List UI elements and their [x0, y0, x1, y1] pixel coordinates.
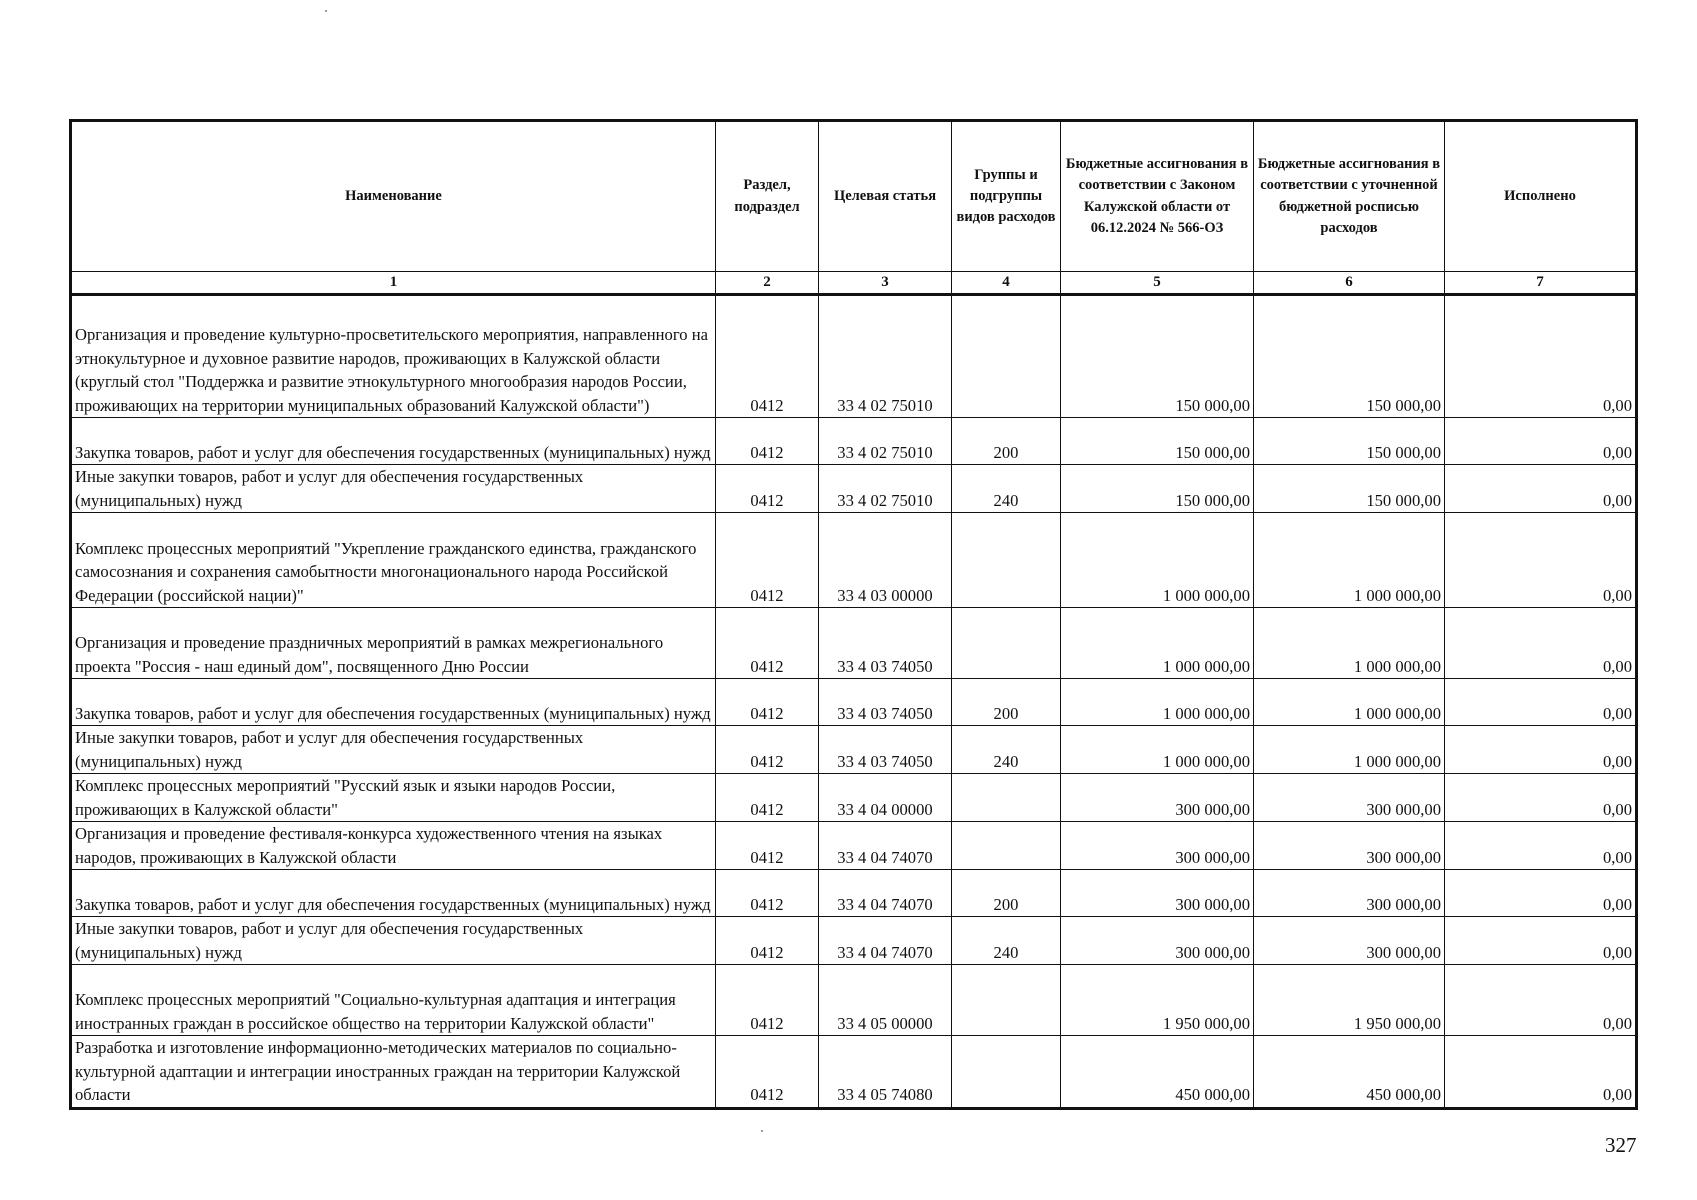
- row-executed-amount: 0,00: [1445, 295, 1637, 418]
- row-executed-amount: 0,00: [1445, 965, 1637, 1036]
- row-expense-group: [952, 774, 1061, 822]
- row-target-article: 33 4 05 00000: [819, 965, 952, 1036]
- table-row: [71, 1036, 1637, 1109]
- row-section: 0412: [716, 418, 819, 465]
- row-executed-amount: 0,00: [1445, 679, 1637, 726]
- row-name: Разработка и изготовление информационно-методических материалов по социально-культурной адаптации и интеграции иностранных граждан на территории Калужской области: [71, 1036, 716, 1109]
- row-updated-amount: 1 950 000,00: [1254, 965, 1445, 1036]
- row-name: Организация и проведение праздничных мероприятий в рамках межрегионального проекта "Россия - наш единый дом", посвященного Дню России: [71, 608, 716, 679]
- header-section: Раздел, подраздел: [716, 121, 819, 272]
- header-updated-allocations: Бюджетные ассигнования в соответствии с уточненной бюджетной росписью расходов: [1254, 121, 1445, 272]
- row-expense-group: [952, 822, 1061, 870]
- row-updated-amount: 450 000,00: [1254, 1036, 1445, 1109]
- row-executed-amount: 0,00: [1445, 822, 1637, 870]
- row-law-amount: 1 000 000,00: [1061, 726, 1254, 774]
- row-name: Организация и проведение культурно-просветительского мероприятия, направленного на этнокультурное и духовное развитие народов, проживающих в Калужской области (круглый стол "Поддержка и развитие этнокультурного многообразия народов России, проживающих на территории муниципальных образований Калужской области"): [71, 295, 716, 418]
- row-section: 0412: [716, 679, 819, 726]
- row-expense-group: 240: [952, 917, 1061, 965]
- row-updated-amount: 300 000,00: [1254, 870, 1445, 917]
- row-name: Комплекс процессных мероприятий "Социально-культурная адаптация и интеграция иностранных граждан в российское общество на территории Калужской области": [71, 965, 716, 1036]
- row-law-amount: 150 000,00: [1061, 418, 1254, 465]
- row-name: Комплекс процессных мероприятий "Укрепление гражданского единства, гражданского самосознания и сохранения самобытности многонационального народа Российской Федерации (российской нации)": [71, 513, 716, 608]
- row-law-amount: 1 000 000,00: [1061, 679, 1254, 726]
- row-updated-amount: 150 000,00: [1254, 418, 1445, 465]
- row-law-amount: 150 000,00: [1061, 295, 1254, 418]
- column-number: 1: [71, 272, 716, 295]
- table-row: [71, 917, 1637, 965]
- row-section: 0412: [716, 870, 819, 917]
- row-law-amount: 150 000,00: [1061, 465, 1254, 513]
- row-law-amount: 1 000 000,00: [1061, 608, 1254, 679]
- scan-speck: [325, 10, 327, 12]
- row-updated-amount: 1 000 000,00: [1254, 726, 1445, 774]
- row-target-article: 33 4 02 75010: [819, 295, 952, 418]
- row-target-article: 33 4 03 74050: [819, 726, 952, 774]
- row-law-amount: 450 000,00: [1061, 1036, 1254, 1109]
- row-updated-amount: 1 000 000,00: [1254, 513, 1445, 608]
- row-executed-amount: 0,00: [1445, 774, 1637, 822]
- row-executed-amount: 0,00: [1445, 1036, 1637, 1109]
- row-expense-group: 200: [952, 418, 1061, 465]
- row-expense-group: 200: [952, 870, 1061, 917]
- row-expense-group: [952, 608, 1061, 679]
- row-updated-amount: 300 000,00: [1254, 774, 1445, 822]
- row-target-article: 33 4 02 75010: [819, 465, 952, 513]
- row-section: 0412: [716, 917, 819, 965]
- header-expense-groups: Группы и подгруппы видов расходов: [952, 121, 1061, 272]
- row-executed-amount: 0,00: [1445, 917, 1637, 965]
- column-number: 6: [1254, 272, 1445, 295]
- table-row: [71, 513, 1637, 608]
- row-section: 0412: [716, 965, 819, 1036]
- row-updated-amount: 150 000,00: [1254, 295, 1445, 418]
- row-updated-amount: 300 000,00: [1254, 917, 1445, 965]
- row-updated-amount: 300 000,00: [1254, 822, 1445, 870]
- row-name: Организация и проведение фестиваля-конкурса художественного чтения на языках народов, проживающих в Калужской области: [71, 822, 716, 870]
- row-expense-group: [952, 295, 1061, 418]
- row-target-article: 33 4 04 74070: [819, 822, 952, 870]
- row-name: Комплекс процессных мероприятий "Русский язык и языки народов России, проживающих в Калужской области": [71, 774, 716, 822]
- row-target-article: 33 4 04 00000: [819, 774, 952, 822]
- column-number: 5: [1061, 272, 1254, 295]
- row-updated-amount: 150 000,00: [1254, 465, 1445, 513]
- table-row: [71, 608, 1637, 679]
- row-section: 0412: [716, 295, 819, 418]
- row-section: 0412: [716, 726, 819, 774]
- row-section: 0412: [716, 513, 819, 608]
- row-target-article: 33 4 02 75010: [819, 418, 952, 465]
- row-target-article: 33 4 03 00000: [819, 513, 952, 608]
- row-target-article: 33 4 03 74050: [819, 608, 952, 679]
- column-number: 3: [819, 272, 952, 295]
- row-section: 0412: [716, 822, 819, 870]
- table-row: [71, 679, 1637, 726]
- table-row: [71, 822, 1637, 870]
- row-section: 0412: [716, 1036, 819, 1109]
- row-law-amount: 300 000,00: [1061, 822, 1254, 870]
- row-law-amount: 1 000 000,00: [1061, 513, 1254, 608]
- row-executed-amount: 0,00: [1445, 513, 1637, 608]
- row-law-amount: 300 000,00: [1061, 774, 1254, 822]
- table-row: [71, 465, 1637, 513]
- column-number-row: [71, 272, 1637, 295]
- header-row: [71, 121, 1637, 272]
- row-name: Закупка товаров, работ и услуг для обеспечения государственных (муниципальных) нужд: [71, 418, 716, 465]
- row-expense-group: 240: [952, 726, 1061, 774]
- table-row: [71, 870, 1637, 917]
- row-target-article: 33 4 04 74070: [819, 917, 952, 965]
- column-number: 7: [1445, 272, 1637, 295]
- row-law-amount: 300 000,00: [1061, 870, 1254, 917]
- header-executed: Исполнено: [1445, 121, 1637, 272]
- row-name: Иные закупки товаров, работ и услуг для обеспечения государственных (муниципальных) нужд: [71, 917, 716, 965]
- header-target-article: Целевая статья: [819, 121, 952, 272]
- column-number: 4: [952, 272, 1061, 295]
- table-row: [71, 726, 1637, 774]
- row-expense-group: 200: [952, 679, 1061, 726]
- row-name: Иные закупки товаров, работ и услуг для обеспечения государственных (муниципальных) нужд: [71, 465, 716, 513]
- row-section: 0412: [716, 465, 819, 513]
- row-law-amount: 300 000,00: [1061, 917, 1254, 965]
- row-executed-amount: 0,00: [1445, 418, 1637, 465]
- row-executed-amount: 0,00: [1445, 870, 1637, 917]
- row-name: Закупка товаров, работ и услуг для обеспечения государственных (муниципальных) нужд: [71, 870, 716, 917]
- header-name: Наименование: [71, 121, 716, 272]
- row-target-article: 33 4 05 74080: [819, 1036, 952, 1109]
- row-executed-amount: 0,00: [1445, 465, 1637, 513]
- table-row: [71, 965, 1637, 1036]
- row-law-amount: 1 950 000,00: [1061, 965, 1254, 1036]
- row-expense-group: 240: [952, 465, 1061, 513]
- row-expense-group: [952, 965, 1061, 1036]
- row-target-article: 33 4 03 74050: [819, 679, 952, 726]
- budget-table: [69, 119, 1638, 1110]
- row-expense-group: [952, 1036, 1061, 1109]
- row-name: Иные закупки товаров, работ и услуг для обеспечения государственных (муниципальных) нужд: [71, 726, 716, 774]
- row-section: 0412: [716, 608, 819, 679]
- row-updated-amount: 1 000 000,00: [1254, 608, 1445, 679]
- row-expense-group: [952, 513, 1061, 608]
- table-row: [71, 418, 1637, 465]
- row-updated-amount: 1 000 000,00: [1254, 679, 1445, 726]
- page-number: 327: [1605, 1133, 1637, 1157]
- row-target-article: 33 4 04 74070: [819, 870, 952, 917]
- table-row: [71, 774, 1637, 822]
- scan-speck: [761, 1130, 763, 1132]
- row-executed-amount: 0,00: [1445, 726, 1637, 774]
- row-name: Закупка товаров, работ и услуг для обеспечения государственных (муниципальных) нужд: [71, 679, 716, 726]
- row-section: 0412: [716, 774, 819, 822]
- header-law-allocations: Бюджетные ассигнования в соответствии с Законом Калужской области от 06.12.2024 № 566-ОЗ: [1061, 121, 1254, 272]
- column-number: 2: [716, 272, 819, 295]
- row-executed-amount: 0,00: [1445, 608, 1637, 679]
- table-row: [71, 295, 1637, 418]
